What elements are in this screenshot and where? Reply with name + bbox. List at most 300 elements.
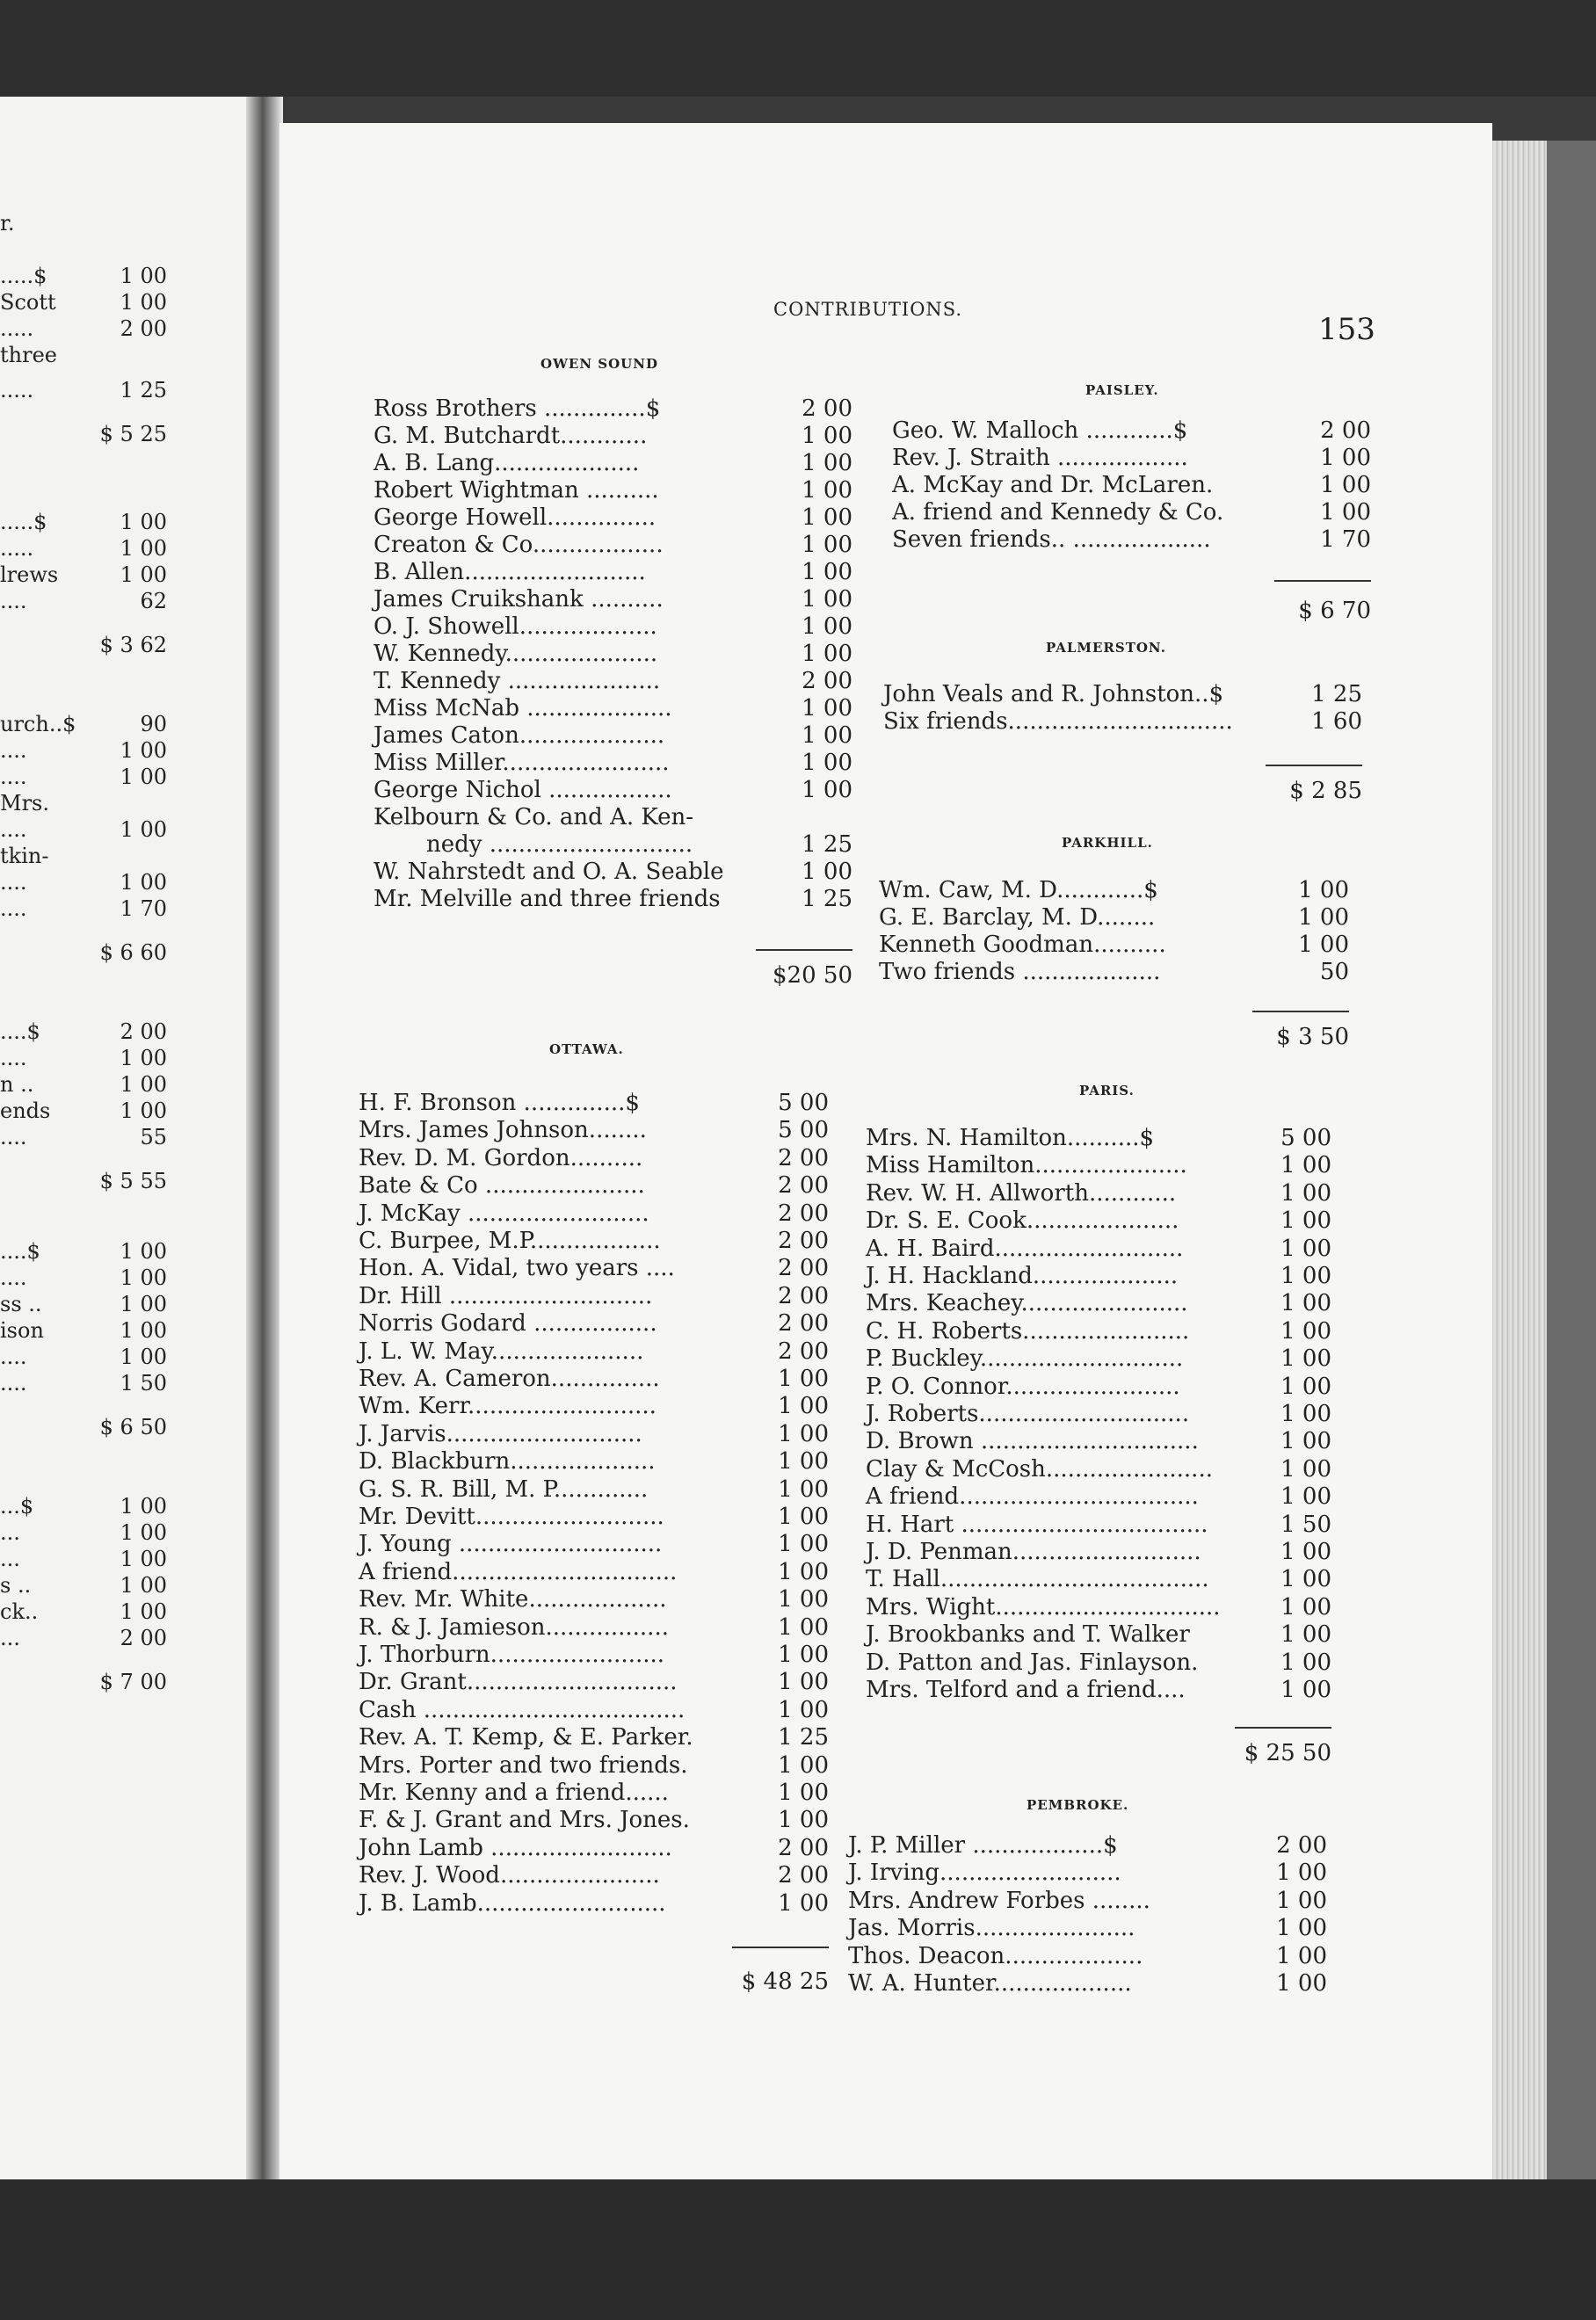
left-page-text: .... xyxy=(0,1371,27,1396)
contribution-amount: 2 00 xyxy=(778,1172,829,1199)
contributor-name: Thos. Deacon................... xyxy=(848,1943,1143,1969)
contributor-name: J. B. Lamb.......................... xyxy=(359,1890,666,1917)
contribution-row xyxy=(866,1649,1331,1677)
contributor-name: J. Roberts............................. xyxy=(866,1401,1190,1427)
contribution-row xyxy=(359,1228,829,1255)
contributor-name: Rev. J. Wood...................... xyxy=(359,1862,660,1889)
left-page-value: 1 70 xyxy=(120,896,167,921)
contribution-row xyxy=(374,804,852,831)
contributor-name: P. O. Connor........................ xyxy=(866,1374,1180,1400)
contribution-row xyxy=(848,1832,1327,1860)
contributor-name: Mr. Devitt.......................... xyxy=(359,1504,664,1530)
contribution-row xyxy=(866,1428,1331,1455)
contribution-amount: 1 00 xyxy=(802,586,852,613)
total-rule xyxy=(1274,580,1371,582)
contributor-name: Wm. Caw, M. D............$ xyxy=(879,877,1158,903)
contribution-row xyxy=(359,1172,829,1200)
contribution-row xyxy=(848,1888,1327,1915)
contribution-amount: 1 00 xyxy=(802,423,852,449)
book-gutter xyxy=(246,97,283,2179)
left-page-value: 1 50 xyxy=(120,1371,167,1396)
section-total: $ 48 25 xyxy=(741,1968,829,1995)
contribution-row xyxy=(866,1236,1331,1263)
total-rule xyxy=(1235,1727,1331,1729)
contributor-name: Dr. Grant............................. xyxy=(359,1669,678,1695)
contribution-row xyxy=(866,1180,1331,1207)
contribution-amount: 1 00 xyxy=(1320,472,1371,498)
contribution-amount: 1 25 xyxy=(1311,681,1362,707)
contribution-amount: 1 00 xyxy=(802,777,852,803)
contributor-name: Ross Brothers ..............$ xyxy=(374,395,661,422)
contribution-row xyxy=(374,831,852,859)
contributor-name: Rev. Mr. White................... xyxy=(359,1586,667,1613)
total-rule xyxy=(1266,765,1362,766)
contribution-row xyxy=(359,1531,829,1558)
contributor-name: Seven friends.. ................... xyxy=(892,526,1211,553)
contribution-row xyxy=(374,859,852,886)
contribution-row xyxy=(848,1860,1327,1887)
left-page-value: 2 00 xyxy=(120,1626,167,1650)
contribution-amount: 50 xyxy=(1319,959,1349,985)
contribution-row xyxy=(359,1835,829,1862)
contribution-row xyxy=(359,1310,829,1338)
contributor-name: J. L. W. May..................... xyxy=(359,1338,644,1365)
contribution-row xyxy=(359,1642,829,1669)
contribution-row xyxy=(359,1338,829,1366)
contributor-name: B. Allen......................... xyxy=(374,559,646,585)
contributor-name: R. & J. Jamieson................. xyxy=(359,1614,669,1641)
contribution-amount: 1 00 xyxy=(802,859,852,885)
contribution-amount: 2 00 xyxy=(778,1145,829,1171)
left-page-value: 2 00 xyxy=(120,316,167,341)
contributor-name: J. Irving......................... xyxy=(848,1860,1121,1886)
contributor-name: D. Patton and Jas. Finlayson. xyxy=(866,1649,1199,1676)
contribution-row xyxy=(866,1207,1331,1235)
left-page-text: .....$ xyxy=(0,264,47,288)
contribution-amount: 2 00 xyxy=(778,1255,829,1281)
contribution-amount: 1 00 xyxy=(778,1890,829,1917)
section-title-parkhill: PARKHILL. xyxy=(1062,835,1153,851)
contribution-row xyxy=(892,472,1371,499)
contributor-name: Two friends ................... xyxy=(879,959,1161,985)
contribution-row xyxy=(866,1125,1331,1152)
contributor-name: Bate & Co ...................... xyxy=(359,1172,645,1199)
contribution-row xyxy=(359,1090,829,1117)
contributor-name: James Cruikshank .......... xyxy=(374,586,664,613)
contribution-amount: 1 00 xyxy=(1280,1649,1331,1676)
contributor-name: G. E. Barclay, M. D........ xyxy=(879,904,1156,931)
left-page-value: 55 xyxy=(140,1125,167,1149)
contributor-name: Mrs. Wight............................... xyxy=(866,1594,1221,1620)
contribution-row xyxy=(848,1943,1327,1970)
section-title-palmerston: PALMERSTON. xyxy=(1046,640,1166,656)
left-page-value: 1 00 xyxy=(120,1547,167,1571)
contribution-amount: 2 00 xyxy=(778,1228,829,1254)
left-page-value: 62 xyxy=(140,589,167,613)
contributor-name: G. S. R. Bill, M. P............. xyxy=(359,1476,649,1503)
contributor-name: Clay & McCosh....................... xyxy=(866,1456,1213,1483)
left-page-value: 1 00 xyxy=(120,738,167,763)
left-page-value: 1 00 xyxy=(120,1318,167,1343)
left-page-text: ... xyxy=(0,1547,20,1571)
left-page-value: 1 00 xyxy=(120,1265,167,1290)
left-page-text: ss .. xyxy=(0,1292,42,1316)
left-page-value: 1 00 xyxy=(120,1599,167,1624)
contributor-name: Rev. A. Cameron............... xyxy=(359,1366,660,1392)
contribution-amount: 1 00 xyxy=(1276,1970,1327,1997)
contribution-row xyxy=(359,1862,829,1889)
contribution-row xyxy=(359,1421,829,1448)
contribution-amount: 1 70 xyxy=(1320,526,1371,553)
section-title-owen-sound: OWEN SOUND xyxy=(540,356,658,372)
contributor-name: Mrs. Andrew Forbes ........ xyxy=(848,1888,1150,1914)
section-total: $ 2 85 xyxy=(1289,778,1362,804)
contributor-name: Mrs. N. Hamilton..........$ xyxy=(866,1125,1155,1151)
contribution-row xyxy=(374,886,852,913)
contribution-row xyxy=(866,1401,1331,1428)
contribution-amount: 1 00 xyxy=(1280,1621,1331,1648)
left-page-text: three xyxy=(0,343,57,367)
contribution-amount: 1 00 xyxy=(1280,1677,1331,1703)
left-page-value: $ 5 25 xyxy=(99,422,167,446)
contribution-amount: 1 00 xyxy=(778,1614,829,1641)
contribution-amount: 2 00 xyxy=(1320,417,1371,444)
left-page-text: ..... xyxy=(0,316,34,341)
contribution-amount: 1 00 xyxy=(1298,904,1349,931)
contribution-amount: 2 00 xyxy=(802,395,852,422)
contribution-row xyxy=(359,1559,829,1586)
contributor-name: Jas. Morris...................... xyxy=(848,1915,1135,1941)
left-page-text: .... xyxy=(0,1265,27,1290)
left-page-value: 1 00 xyxy=(120,817,167,842)
contribution-amount: 1 00 xyxy=(1298,877,1349,903)
contributor-name: H. Hart .................................. xyxy=(866,1512,1208,1538)
contributor-name: O. J. Showell................... xyxy=(374,613,657,640)
contribution-row xyxy=(359,1669,829,1696)
contribution-row xyxy=(883,708,1362,736)
contribution-row xyxy=(866,1621,1331,1649)
contribution-row xyxy=(359,1117,829,1144)
contribution-amount: 1 00 xyxy=(1280,1152,1331,1178)
contribution-amount: 1 00 xyxy=(1280,1290,1331,1316)
contributor-name: Kelbourn & Co. and A. Ken- xyxy=(374,804,694,830)
left-page-text: .... xyxy=(0,765,27,789)
contribution-amount: 1 25 xyxy=(802,886,852,912)
contribution-row xyxy=(879,877,1349,904)
contribution-row xyxy=(359,1393,829,1420)
contributor-name: nedy ............................ xyxy=(426,831,693,858)
left-page-text: ....$ xyxy=(0,1239,40,1264)
contribution-row xyxy=(359,1448,829,1475)
contribution-amount: 2 00 xyxy=(778,1835,829,1861)
contribution-amount: 1 00 xyxy=(1280,1207,1331,1234)
contribution-row xyxy=(359,1145,829,1172)
contributor-name: J. D. Penman.......................... xyxy=(866,1539,1201,1565)
contribution-row xyxy=(866,1374,1331,1401)
contribution-row xyxy=(359,1752,829,1780)
contribution-row xyxy=(892,417,1371,445)
page-number: 153 xyxy=(1318,312,1375,347)
contribution-amount: 1 00 xyxy=(802,695,852,721)
contribution-row xyxy=(359,1200,829,1228)
contributor-name: A. H. Baird.......................... xyxy=(866,1236,1184,1262)
contribution-amount: 1 00 xyxy=(802,613,852,640)
contributor-name: J. Brookbanks and T. Walker xyxy=(866,1621,1190,1648)
contributor-name: C. H. Roberts....................... xyxy=(866,1318,1190,1345)
contribution-amount: 1 00 xyxy=(1276,1915,1327,1941)
contribution-row xyxy=(359,1807,829,1834)
contribution-row xyxy=(866,1263,1331,1290)
left-page-text: Mrs. xyxy=(0,791,49,816)
contribution-amount: 2 00 xyxy=(778,1310,829,1337)
left-page-text: .... xyxy=(0,1125,27,1149)
contributor-name: Six friends............................... xyxy=(883,708,1233,735)
contributor-name: G. M. Butchardt............ xyxy=(374,423,648,449)
contribution-row xyxy=(892,445,1371,472)
contribution-amount: 1 00 xyxy=(1276,1860,1327,1886)
contribution-row xyxy=(359,1366,829,1393)
left-page-text: lrews xyxy=(0,562,59,587)
left-page-value: 1 25 xyxy=(120,378,167,402)
contributor-name: John Lamb ......................... xyxy=(359,1835,672,1861)
left-page-value: 1 00 xyxy=(120,1573,167,1598)
contribution-amount: 1 00 xyxy=(1280,1180,1331,1207)
contribution-row xyxy=(374,450,852,477)
contribution-amount: 1 00 xyxy=(1280,1374,1331,1400)
left-page-text: .... xyxy=(0,896,27,921)
left-page-value: $ 6 60 xyxy=(99,940,167,965)
contribution-row xyxy=(374,395,852,423)
contributor-name: D. Blackburn.................... xyxy=(359,1448,656,1475)
contribution-amount: 5 00 xyxy=(778,1117,829,1143)
contribution-amount: 1 00 xyxy=(1280,1401,1331,1427)
contributor-name: J. McKay ......................... xyxy=(359,1200,649,1227)
contribution-amount: 2 00 xyxy=(1276,1832,1327,1859)
left-page-value: $ 5 55 xyxy=(99,1169,167,1193)
contribution-amount: 2 00 xyxy=(778,1862,829,1889)
contribution-amount: 1 00 xyxy=(1320,445,1371,471)
contributor-name: George Nichol ................. xyxy=(374,777,672,803)
contribution-row xyxy=(359,1504,829,1531)
contribution-amount: 1 00 xyxy=(778,1476,829,1503)
contribution-amount: 1 00 xyxy=(802,450,852,476)
contributor-name: Mrs. Telford and a friend.... xyxy=(866,1677,1186,1703)
contribution-row xyxy=(359,1476,829,1504)
left-page-value: 1 00 xyxy=(120,1345,167,1369)
contribution-amount: 1 60 xyxy=(1311,708,1362,735)
contribution-row xyxy=(848,1915,1327,1942)
contribution-row xyxy=(866,1345,1331,1373)
section-title-pembroke: PEMBROKE. xyxy=(1027,1797,1129,1813)
left-page-value: 1 00 xyxy=(120,1046,167,1070)
contributor-name: A friend................................. xyxy=(866,1483,1199,1510)
contribution-amount: 1 00 xyxy=(802,532,852,558)
left-page-value: 1 00 xyxy=(120,290,167,315)
contribution-row xyxy=(359,1890,829,1918)
contributor-name: Mrs. James Johnson........ xyxy=(359,1117,647,1143)
contribution-row xyxy=(374,477,852,504)
total-rule xyxy=(756,949,852,951)
left-page-value: 1 00 xyxy=(120,1520,167,1545)
left-page-text: ... xyxy=(0,1626,20,1650)
contribution-row xyxy=(359,1255,829,1282)
contribution-amount: 1 00 xyxy=(1280,1456,1331,1483)
contribution-amount: 1 25 xyxy=(778,1724,829,1751)
left-page-text: urch..$ xyxy=(0,712,76,736)
contribution-amount: 1 00 xyxy=(1280,1236,1331,1262)
contributor-name: J. P. Miller ..................$ xyxy=(848,1832,1118,1859)
contribution-amount: 2 00 xyxy=(778,1283,829,1309)
contributor-name: Rev. W. H. Allworth............ xyxy=(866,1180,1177,1207)
left-page-text: ...$ xyxy=(0,1494,34,1519)
left-page-text: Scott xyxy=(0,290,56,315)
contribution-amount: 2 00 xyxy=(778,1200,829,1227)
contribution-row xyxy=(374,423,852,450)
contribution-row xyxy=(374,695,852,722)
contribution-amount: 1 00 xyxy=(1280,1539,1331,1565)
contribution-amount: 1 00 xyxy=(802,559,852,585)
contribution-row xyxy=(866,1512,1331,1539)
contribution-amount: 1 00 xyxy=(1276,1943,1327,1969)
section-title-paisley: PAISLEY. xyxy=(1085,382,1159,398)
left-page-text: .....$ xyxy=(0,510,47,534)
contributor-name: A. McKay and Dr. McLaren. xyxy=(892,472,1214,498)
contributor-name: Mr. Melville and three friends xyxy=(374,886,721,912)
contribution-row xyxy=(374,750,852,777)
contribution-amount: 1 00 xyxy=(778,1393,829,1419)
contribution-amount: 1 00 xyxy=(778,1366,829,1392)
contributor-name: Kenneth Goodman.......... xyxy=(879,932,1166,958)
left-page-value: 1 00 xyxy=(120,510,167,534)
contribution-amount: 5 00 xyxy=(1280,1125,1331,1151)
contribution-row xyxy=(866,1483,1331,1511)
contribution-row xyxy=(359,1614,829,1642)
contribution-row xyxy=(879,959,1349,986)
contribution-row xyxy=(374,777,852,804)
left-page-text: ends xyxy=(0,1098,51,1123)
left-page-value: 1 00 xyxy=(120,562,167,587)
contribution-row xyxy=(374,504,852,532)
left-page-text: ison xyxy=(0,1318,44,1343)
left-page-value: 2 00 xyxy=(120,1019,167,1044)
section-title-ottawa: OTTAWA. xyxy=(549,1041,624,1057)
contributor-name: John Veals and R. Johnston..$ xyxy=(883,681,1224,707)
contribution-amount: 1 00 xyxy=(1298,932,1349,958)
left-page-text: .... xyxy=(0,817,27,842)
contribution-amount: 1 00 xyxy=(778,1669,829,1695)
contributor-name: Cash .................................... xyxy=(359,1697,686,1723)
contributor-name: Miss Hamilton..................... xyxy=(866,1152,1187,1178)
contribution-amount: 1 00 xyxy=(1276,1888,1327,1914)
contribution-row xyxy=(374,586,852,613)
contribution-row xyxy=(866,1677,1331,1704)
contribution-row xyxy=(866,1566,1331,1593)
left-page-value: 1 00 xyxy=(120,1098,167,1123)
contribution-row xyxy=(374,668,852,695)
contribution-amount: 1 00 xyxy=(802,477,852,504)
contributor-name: Creaton & Co.................. xyxy=(374,532,664,558)
running-header: CONTRIBUTIONS. xyxy=(773,299,963,320)
contribution-amount: 1 00 xyxy=(1320,499,1371,526)
left-page-text: .... xyxy=(0,1046,27,1070)
total-rule xyxy=(732,1947,829,1948)
left-page-text: .... xyxy=(0,1345,27,1369)
contributor-name: Norris Godard ................. xyxy=(359,1310,657,1337)
left-page-value: 90 xyxy=(140,712,167,736)
left-page-text: ..... xyxy=(0,378,34,402)
left-page-value: $ 7 00 xyxy=(99,1670,167,1694)
contribution-amount: 2 00 xyxy=(778,1338,829,1365)
contribution-amount: 1 00 xyxy=(778,1559,829,1585)
contribution-row xyxy=(848,1970,1327,1997)
contributor-name: Dr. S. E. Cook..................... xyxy=(866,1207,1179,1234)
contributor-name: H. F. Bronson ..............$ xyxy=(359,1090,640,1116)
left-page-text: ..... xyxy=(0,536,34,561)
contribution-amount: 1 00 xyxy=(778,1504,829,1530)
contributor-name: Mrs. Keachey....................... xyxy=(866,1290,1188,1316)
contribution-amount: 1 00 xyxy=(802,641,852,667)
contributor-name: Dr. Hill ............................ xyxy=(359,1283,653,1309)
contribution-row xyxy=(866,1456,1331,1483)
left-page-value: 1 00 xyxy=(120,264,167,288)
contribution-amount: 1 00 xyxy=(778,1752,829,1779)
contribution-row xyxy=(892,526,1371,554)
contribution-amount: 2 00 xyxy=(802,668,852,694)
left-page-text: .... xyxy=(0,738,27,763)
section-title-paris: PARIS. xyxy=(1079,1083,1135,1098)
contribution-row xyxy=(866,1152,1331,1179)
left-page-value: 1 00 xyxy=(120,765,167,789)
contribution-row xyxy=(866,1290,1331,1317)
contribution-row xyxy=(374,532,852,559)
edge-shadow xyxy=(1547,141,1596,2188)
contribution-amount: 1 00 xyxy=(1280,1428,1331,1454)
contributor-name: Wm. Kerr.......................... xyxy=(359,1393,657,1419)
contributor-name: T. Kennedy ..................... xyxy=(374,668,661,694)
left-page-value: 1 00 xyxy=(120,1494,167,1519)
contribution-row xyxy=(374,559,852,586)
contribution-amount: 1 00 xyxy=(778,1780,829,1806)
contribution-amount: 1 00 xyxy=(1280,1345,1331,1372)
contribution-amount: 1 00 xyxy=(1280,1566,1331,1592)
left-page-value: 1 00 xyxy=(120,536,167,561)
contributor-name: Hon. A. Vidal, two years .... xyxy=(359,1255,675,1281)
contributor-name: Rev. A. T. Kemp, & E. Parker. xyxy=(359,1724,693,1751)
contributor-name: T. Hall..................................... xyxy=(866,1566,1209,1592)
left-page-text: ... xyxy=(0,1520,20,1545)
contributor-name: Mr. Kenny and a friend...... xyxy=(359,1780,669,1806)
scan-background-top xyxy=(0,0,1596,97)
left-page-text: r. xyxy=(0,211,15,236)
contribution-row xyxy=(359,1780,829,1807)
contributor-name: W. Kennedy..................... xyxy=(374,641,658,667)
left-page-value: $ 3 62 xyxy=(99,633,167,657)
contributor-name: P. Buckley............................ xyxy=(866,1345,1184,1372)
contributor-name: A friend............................... xyxy=(359,1559,678,1585)
contribution-amount: 1 00 xyxy=(778,1531,829,1557)
contribution-row xyxy=(359,1697,829,1724)
left-page-text: ....$ xyxy=(0,1019,40,1044)
contributor-name: A. friend and Kennedy & Co. xyxy=(892,499,1224,526)
contribution-row xyxy=(892,499,1371,526)
contributor-name: A. B. Lang.................... xyxy=(374,450,640,476)
left-page-text: n .. xyxy=(0,1072,34,1097)
contributor-name: Miss Miller....................... xyxy=(374,750,670,776)
contribution-row xyxy=(866,1318,1331,1345)
contributor-name: J. H. Hackland.................... xyxy=(866,1263,1179,1289)
contributor-name: J. Thorburn........................ xyxy=(359,1642,665,1668)
left-facing-page xyxy=(0,97,264,2188)
